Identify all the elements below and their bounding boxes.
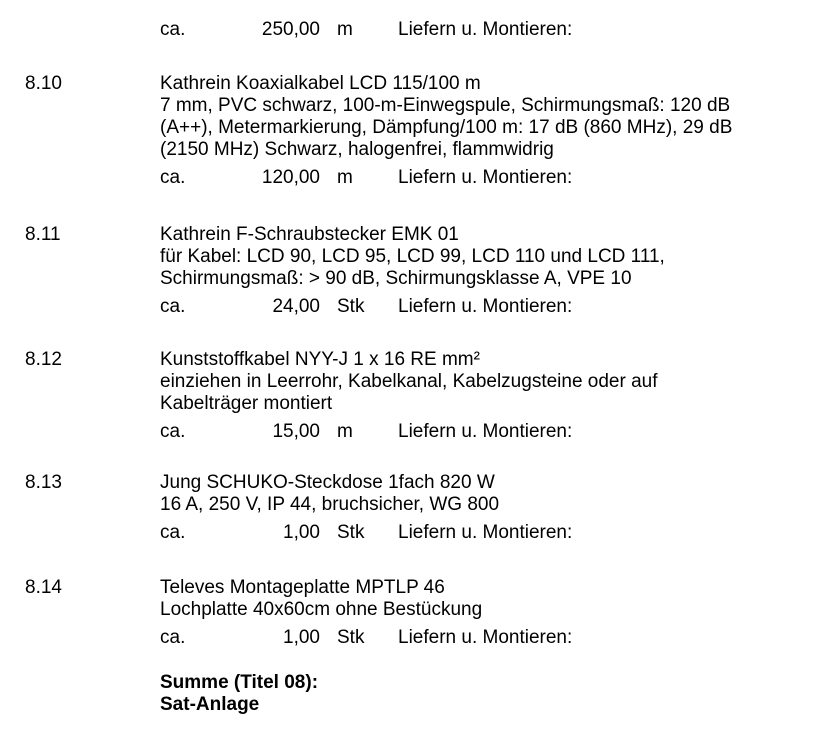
item-body [160,577,800,649]
item-number: 8.13 [25,472,62,493]
quantity-approx-label: ca. [160,296,186,317]
item-title: Jung SCHUKO-Steckdose 1fach 820 W [160,472,495,493]
line-item [0,472,828,544]
delivery-action-label: Liefern u. Montieren: [398,421,573,442]
delivery-action-label: Liefern u. Montieren: [398,167,573,188]
quantity-value: 250,00 [261,19,320,40]
item-description-line: einziehen in Leerrohr, Kabelkanal, Kabelzugsteine oder auf [160,371,658,392]
item-description [160,246,800,290]
quantity-row [160,167,800,189]
quantity-approx-label: ca. [160,522,186,543]
item-title: Kathrein Koaxialkabel LCD 115/100 m [160,73,481,94]
quantity-unit: Stk [337,627,365,648]
summary-section-name: Sat-Anlage [160,694,260,715]
item-body [160,349,800,443]
item-description-line: (2150 MHz) Schwarz, halogenfrei, flammwidrig [160,139,554,160]
item-description [160,494,800,516]
item-description-line: 7 mm, PVC schwarz, 100-m-Einwegspule, Schirmungsmaß: 120 dB [160,95,731,116]
item-body [160,224,800,318]
document-page [0,19,828,747]
item-title: Kathrein F-Schraubstecker EMK 01 [160,224,459,245]
item-number: 8.12 [25,349,62,370]
quantity-approx-label: ca. [160,19,186,40]
item-description-line: Schirmungsmaß: > 90 dB, Schirmungsklasse A, VPE 10 [160,268,632,289]
section-summary [160,672,828,716]
item-description-line: für Kabel: LCD 90, LCD 95, LCD 99, LCD 110 und LCD 111, [160,246,665,267]
quantity-unit: Stk [337,296,365,317]
item-description-line: (A++), Metermarkierung, Dämpfung/100 m: 17 dB (860 MHz), 29 dB [160,117,733,138]
item-number: 8.11 [25,224,61,245]
quantity-unit: m [337,19,353,40]
delivery-action-label: Liefern u. Montieren: [398,522,573,543]
quantity-approx-label: ca. [160,421,186,442]
item-description [160,371,800,415]
quantity-unit: m [337,421,353,442]
delivery-action-label: Liefern u. Montieren: [398,19,573,40]
quantity-row [160,522,800,544]
item-number: 8.10 [25,73,62,94]
item-body [160,472,800,544]
item-body [160,73,800,189]
item-title: Kunststoffkabel NYY-J 1 x 16 RE mm² [160,349,480,370]
quantity-value: 15,00 [272,421,320,442]
carryover-quantity-row [160,19,828,41]
line-items-list [0,73,828,649]
item-description [160,599,800,621]
item-description-line: Kabelträger montiert [160,393,333,414]
quantity-value: 1,00 [283,522,320,543]
quantity-unit: Stk [337,522,365,543]
summary-title: Summe (Titel 08): [160,672,319,693]
quantity-unit: m [337,167,353,188]
line-item [0,577,828,649]
quantity-approx-label: ca. [160,627,186,648]
delivery-action-label: Liefern u. Montieren: [398,296,573,317]
item-description [160,95,800,161]
line-item [0,224,828,318]
item-description-line: Lochplatte 40x60cm ohne Bestückung [160,599,483,620]
item-number: 8.14 [25,577,62,598]
quantity-row [160,627,800,649]
quantity-row [160,421,800,443]
line-item [0,73,828,189]
quantity-value: 1,00 [283,627,320,648]
item-description-line: 16 A, 250 V, IP 44, bruchsicher, WG 800 [160,494,500,515]
quantity-value: 24,00 [272,296,320,317]
line-item [0,349,828,443]
delivery-action-label: Liefern u. Montieren: [398,627,573,648]
quantity-approx-label: ca. [160,167,186,188]
quantity-value: 120,00 [261,167,320,188]
quantity-row [160,296,800,318]
item-title: Televes Montageplatte MPTLP 46 [160,577,445,598]
